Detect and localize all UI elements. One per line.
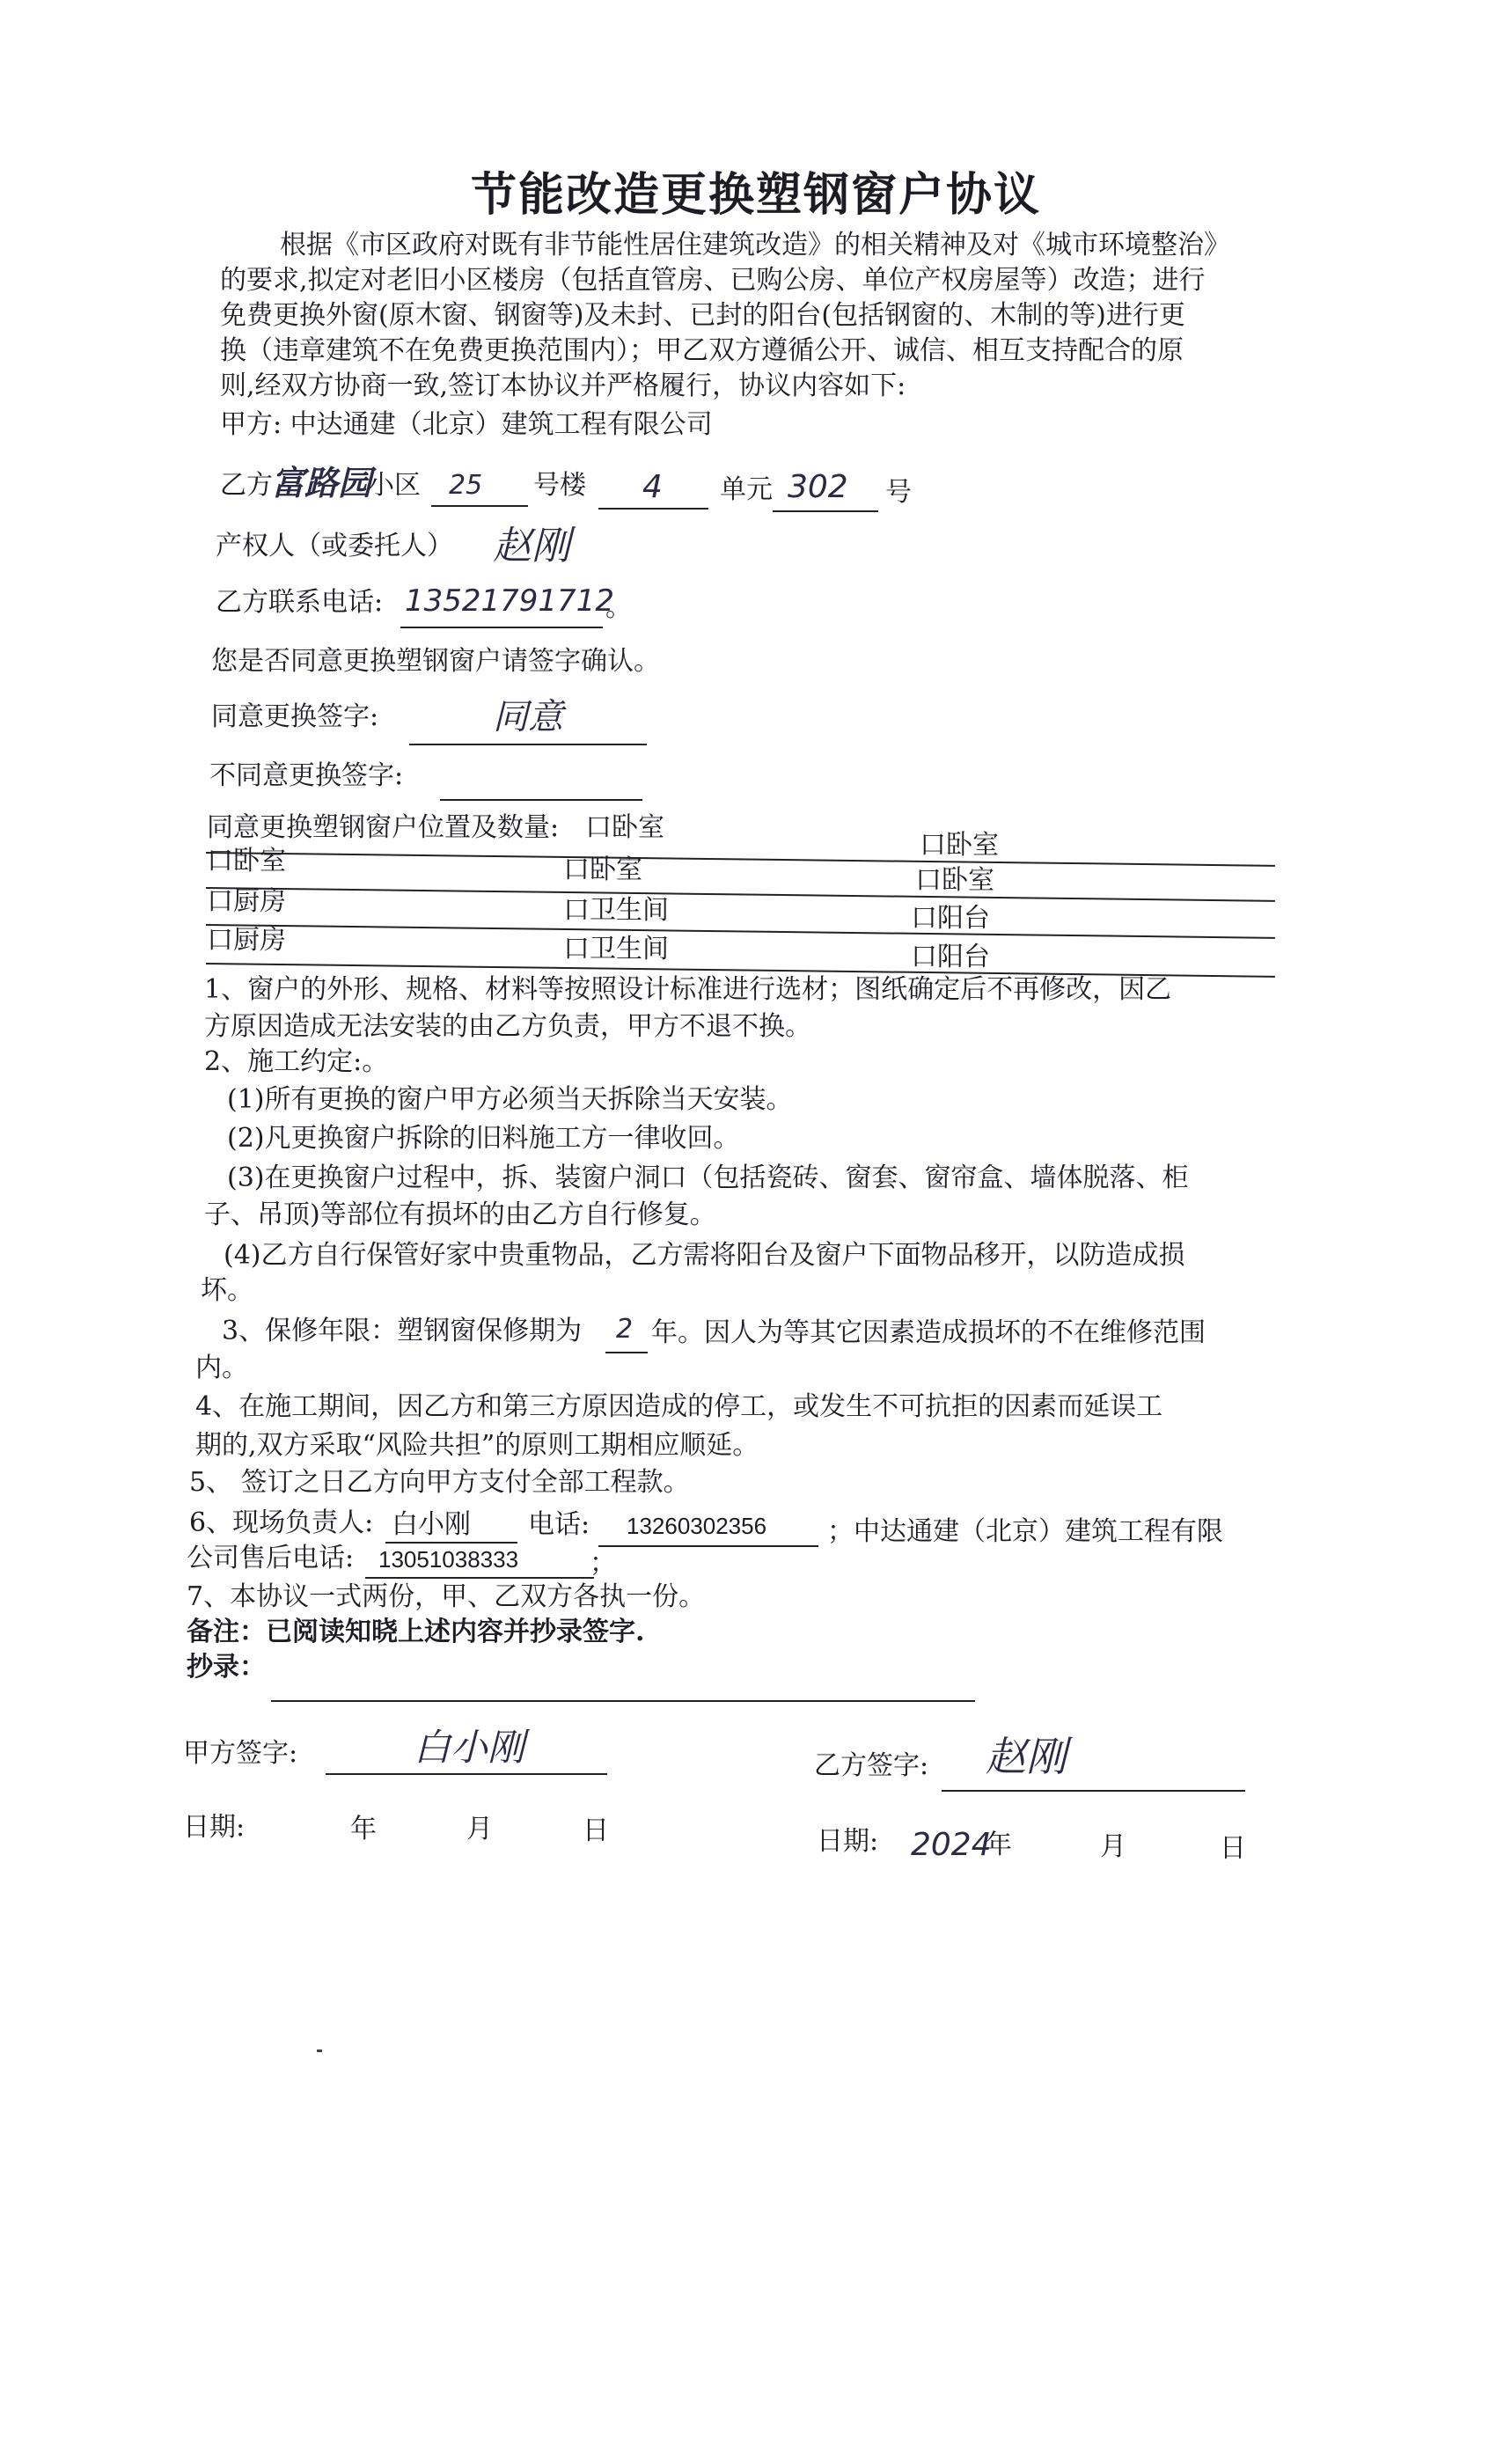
clause-2-item-1: (1)所有更换的窗户甲方必须当天拆除当天安装。 (227, 1084, 793, 1115)
warranty-suffix: 年。因人为等其它因素造成损坏的不在维修范围 (651, 1317, 1206, 1348)
date-b-year-value: 2024 (911, 1827, 992, 1863)
room-r2-c1: 口卧室 (207, 846, 286, 876)
party-a-sign-label: 甲方签字: (183, 1738, 298, 1769)
manager-phone-label: 电话: (528, 1509, 590, 1540)
intro-line-1: 根据《市区政府对既有非节能性居住建筑改造》的相关精神及对《城市环境整治》 (280, 230, 1230, 260)
agree-label: 同意更换签字: (211, 701, 379, 732)
window-location-label: 同意更换塑钢窗户位置及数量: (207, 812, 560, 843)
date-a-month: 月 (466, 1814, 493, 1844)
owner-label: 产权人（或委托人） (216, 531, 453, 561)
table-line-2 (206, 887, 1275, 902)
room-r4-c2: 口卫生间 (563, 934, 669, 964)
party-b-prefix: 乙方 (220, 470, 273, 501)
party-a-line: 甲方: 中达通建（北京）建筑工程有限公司 (220, 409, 713, 440)
copy-label: 抄录： (187, 1652, 266, 1683)
room-underline (773, 510, 878, 512)
copy-underline (271, 1700, 975, 1702)
room-r3-c1: 口厨房 (207, 886, 286, 917)
room-r4-c1: 口厨房 (207, 925, 286, 956)
clause-2-item-3-line-2: 子、吊顶)等部位有损坏的由乙方自行修复。 (204, 1199, 716, 1230)
warranty-prefix: 3、保修年限：塑钢窗保修期为 (222, 1316, 583, 1346)
room-r4-c3: 口阳台 (911, 942, 990, 972)
date-a-label: 日期: (183, 1812, 246, 1843)
note-line: 备注：已阅读知晓上述内容并抄录签字. (187, 1617, 645, 1647)
warranty-years: 2 (616, 1314, 634, 1345)
party-b-room-suffix: 号 (885, 477, 912, 508)
manager-underline (385, 1542, 517, 1544)
manager-name: 白小刚 (392, 1509, 471, 1540)
clause-1-line-1: 1、窗户的外形、规格、材料等按照设计标准进行选材；图纸确定后不再修改，因乙 (204, 974, 1172, 1005)
intro-line-5: 则,经双方协商一致,签订本协议并严格履行，协议内容如下: (220, 370, 906, 401)
clause-5: 5、 签订之日乙方向甲方支付全部工程款。 (189, 1467, 690, 1498)
clause-2-item-4-line-1: (4)乙方自行保管好家中贵重物品，乙方需将阳台及窗户下面物品移开，以防造成损 (224, 1240, 1185, 1271)
owner-signature: 赵刚 (493, 524, 570, 568)
contact-label: 乙方联系电话: (216, 587, 384, 618)
disagree-underline (440, 799, 642, 801)
date-a-day: 日 (583, 1815, 609, 1846)
clause-6-prefix: 6、现场负责人: (189, 1507, 374, 1538)
table-line-1 (206, 852, 1275, 867)
party-b-building-suffix: 号楼 (533, 470, 586, 501)
contact-phone: 13521791712 (405, 583, 614, 619)
disagree-label: 不同意更换签字: (209, 760, 404, 791)
room-r2-c3: 口卧室 (915, 865, 994, 896)
room-r3-c2: 口卫生间 (563, 895, 669, 926)
date-b-day: 日 (1220, 1833, 1246, 1864)
clause-2-item-3-line-1: (3)在更换窗户过程中，拆、装窗户洞口（包括瓷砖、窗套、窗帘盒、墙体脱落、柜 (227, 1162, 1189, 1193)
date-a-year: 年 (350, 1814, 377, 1844)
aftersale-underline (365, 1577, 594, 1579)
agree-underline (409, 744, 647, 745)
clause-2-item-2: (2)凡更换窗户拆除的旧料施工方一律收回。 (227, 1123, 740, 1154)
warranty-underline (605, 1352, 648, 1353)
party-b-community-suffix: 小区 (368, 470, 421, 501)
aftersale-end: ； (590, 1548, 616, 1579)
manager-phone-underline (598, 1545, 818, 1547)
party-b-room: 302 (788, 469, 848, 505)
contact-suffix: 。 (605, 592, 632, 623)
intro-line-3: 免费更换外窗(原木窗、钢窗等)及未封、已封的阳台(包括钢窗的、木制的等)进行更 (220, 300, 1185, 331)
clause-1-line-2: 方原因造成无法安装的由乙方负责，甲方不退不换。 (204, 1011, 811, 1042)
confirm-question: 您是否同意更换塑钢窗户请签字确认。 (211, 646, 660, 677)
room-r3-c3: 口阳台 (911, 903, 990, 934)
room-r1-c1: 口卧室 (585, 812, 664, 843)
date-b-year: 年 (986, 1830, 1012, 1860)
date-b-label: 日期: (817, 1826, 879, 1857)
document-title: 节能改造更换塑钢窗户协议 (471, 168, 1042, 222)
party-b-sign-label: 乙方签字: (814, 1750, 929, 1781)
company-text: ；中达通建（北京）建筑工程有限 (827, 1516, 1223, 1547)
party-b-unit: 4 (642, 469, 663, 505)
party-a-signature: 白小刚 (414, 1726, 525, 1769)
party-b-building: 25 (449, 470, 483, 501)
clause-7: 7、本协议一式两份，甲、乙双方各执一份。 (187, 1581, 706, 1612)
aftersale-phone: 13051038333 (378, 1546, 519, 1573)
room-r2-c2: 口卧室 (563, 854, 642, 885)
clause-4-line-2: 期的,双方采取“风险共担”的原则工期相应顺延。 (195, 1430, 759, 1461)
party-b-sign-underline (942, 1790, 1245, 1792)
clause-2-title: 2、施工约定:。 (204, 1046, 389, 1077)
warranty-line-2: 内。 (195, 1353, 248, 1383)
party-b-community: 富路园 (271, 464, 372, 502)
party-b-signature: 赵刚 (986, 1733, 1067, 1780)
aftersale-label: 公司售后电话: (187, 1543, 355, 1573)
agree-signature: 同意 (493, 697, 563, 737)
scan-speck (317, 2050, 322, 2052)
building-underline (431, 505, 528, 507)
manager-phone: 13260302356 (627, 1513, 767, 1539)
table-line-3 (206, 924, 1275, 939)
unit-underline (598, 508, 708, 510)
room-r1-c2: 口卧室 (920, 830, 999, 861)
contact-underline (400, 627, 603, 628)
clause-2-item-4-line-2: 坏。 (201, 1275, 253, 1306)
party-b-unit-suffix: 单元 (720, 474, 773, 505)
date-b-month: 月 (1100, 1831, 1126, 1862)
party-a-sign-underline (326, 1773, 607, 1775)
intro-line-4: 换（违章建筑不在免费更换范围内）；甲乙双方遵循公开、诚信、相互支持配合的原 (220, 335, 1184, 366)
clause-4-line-1: 4、在施工期间，因乙方和第三方原因造成的停工，或发生不可抗拒的因素而延误工 (195, 1391, 1163, 1422)
intro-line-2: 的要求,拟定对老旧小区楼房（包括直管房、已购公房、单位产权房屋等）改造；进行 (220, 265, 1206, 296)
